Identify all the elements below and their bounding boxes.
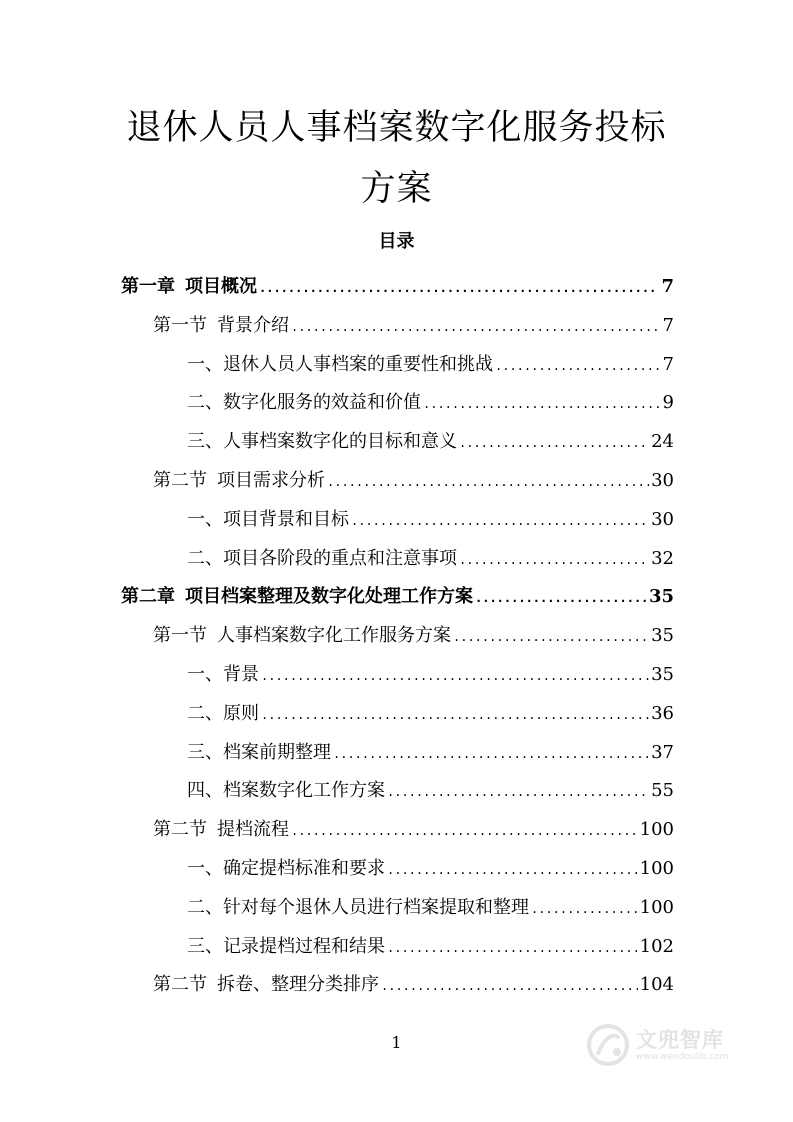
toc-page-number: 24: [651, 431, 674, 452]
toc-dot-leader: [475, 586, 647, 610]
toc-entry[interactable]: [187, 935, 674, 959]
toc-entry-number: 一、: [187, 509, 223, 530]
toc-dot-leader: [261, 703, 649, 727]
toc-entry[interactable]: [187, 857, 674, 881]
toc-entry[interactable]: [153, 624, 674, 648]
toc-page-number: 102: [639, 936, 674, 957]
toc-entry-label: [187, 663, 259, 687]
toc-dot-leader: [291, 819, 638, 843]
toc-dot-leader: [259, 276, 659, 300]
toc-entry-label: [121, 585, 473, 609]
toc-page-number: 7: [662, 315, 674, 336]
toc-entry-text: 原则: [223, 703, 259, 724]
toc-page-number: 30: [651, 509, 674, 530]
toc-entry-number: 三、: [187, 936, 223, 957]
toc-entry-text: 项目概况: [185, 276, 257, 297]
toc-dot-leader: [453, 625, 649, 649]
toc-entry-text: 针对每个退休人员进行档案提取和整理: [223, 897, 529, 918]
toc-page-number: 100: [639, 858, 674, 879]
toc-entry[interactable]: [187, 702, 674, 726]
toc-entry-text: 项目需求分析: [217, 470, 325, 491]
toc-entry-number: 第一章: [121, 276, 175, 297]
toc-entry[interactable]: [153, 973, 674, 997]
toc-dot-leader: [387, 936, 638, 960]
toc-entry[interactable]: [187, 353, 674, 377]
toc-entry-text: 提档流程: [217, 819, 289, 840]
toc-entry-text: 档案前期整理: [223, 742, 331, 763]
watermark-url: www.wendoulib.com: [636, 1051, 729, 1062]
toc-entry-number: 一、: [187, 664, 223, 685]
toc-dot-leader: [531, 897, 638, 921]
toc-entry-number: 第一节: [153, 315, 207, 336]
toc-entry-label: [187, 741, 331, 765]
toc-entry[interactable]: [121, 275, 674, 299]
toc-entry[interactable]: [187, 741, 674, 765]
toc-entry[interactable]: [187, 896, 674, 920]
toc-entry-label: [153, 314, 289, 338]
toc-page-number: 36: [651, 703, 674, 724]
toc-entry-number: 二、: [187, 392, 223, 413]
toc-entry[interactable]: [187, 508, 674, 532]
toc-page-number: 9: [662, 392, 674, 413]
toc-page-number: 104: [639, 974, 674, 995]
toc-entry-number: 四、: [187, 780, 223, 801]
toc-dot-leader: [333, 742, 649, 766]
toc-entry-label: [153, 818, 289, 842]
page-number: 1: [391, 1033, 402, 1052]
toc-entry-text: 项目各阶段的重点和注意事项: [223, 548, 457, 569]
toc-entry-text: 拆卷、整理分类排序: [217, 974, 379, 995]
toc-entry-label: [187, 896, 529, 920]
toc-entry-number: 三、: [187, 742, 223, 763]
toc-entry-number: 三、: [187, 431, 223, 452]
toc-entry[interactable]: [153, 469, 674, 493]
toc-entry[interactable]: [187, 547, 674, 571]
toc-entry-label: [187, 430, 457, 454]
toc-entry-number: 第二节: [153, 470, 207, 491]
toc-dot-leader: [459, 431, 649, 455]
toc-entry-number: 第一节: [153, 625, 207, 646]
toc-entry-number: 第二节: [153, 974, 207, 995]
toc-entry-label: [153, 469, 325, 493]
wendou-logo-icon: [586, 1023, 630, 1067]
toc-entry-text: 记录提档过程和结果: [223, 936, 385, 957]
toc-dot-leader: [387, 858, 638, 882]
toc-entry-label: [187, 857, 385, 881]
toc-entry-label: [153, 624, 451, 648]
toc-entry-text: 项目背景和目标: [223, 509, 349, 530]
toc-entry-label: [187, 935, 385, 959]
toc-entry-text: 人事档案数字化工作服务方案: [217, 625, 451, 646]
toc-page-number: 55: [651, 780, 674, 801]
toc-heading: 目录: [378, 231, 415, 252]
toc-entry-label: [187, 547, 457, 571]
watermark-brand: 文兜智库: [636, 1027, 724, 1052]
toc-entry-label: [187, 779, 385, 803]
toc-entry-text: 项目档案整理及数字化处理工作方案: [185, 586, 473, 607]
toc-dot-leader: [327, 470, 649, 494]
toc-dot-leader: [423, 392, 661, 416]
toc-entry-label: [187, 353, 493, 377]
toc-entry-number: 一、: [187, 354, 223, 375]
toc-entry-text: 退休人员人事档案的重要性和挑战: [223, 354, 493, 375]
toc-entry-text: 人事档案数字化的目标和意义: [223, 431, 457, 452]
toc-entry-number: 第二节: [153, 819, 207, 840]
watermark: [586, 1021, 756, 1069]
toc-entry-text: 背景: [223, 664, 259, 685]
toc-entry-number: 一、: [187, 858, 223, 879]
toc-entry[interactable]: [187, 430, 674, 454]
toc-entry[interactable]: [187, 663, 674, 687]
toc-entry-number: 第二章: [121, 586, 175, 607]
toc-entry-label: [187, 702, 259, 726]
toc-page-number: 32: [651, 548, 674, 569]
toc-page-number: 100: [639, 897, 674, 918]
toc-entry-number: 二、: [187, 548, 223, 569]
toc-entry[interactable]: [187, 779, 674, 803]
toc-page-number: 100: [639, 819, 674, 840]
toc-entry-label: [187, 508, 349, 532]
toc-page-number: 35: [651, 625, 674, 646]
toc-entry-number: 二、: [187, 703, 223, 724]
toc-entry-label: [153, 973, 379, 997]
toc-page-number: 37: [651, 742, 674, 763]
toc-dot-leader: [495, 354, 661, 378]
toc-entry[interactable]: [121, 585, 674, 609]
toc-entry[interactable]: [187, 391, 674, 415]
toc-dot-leader: [381, 974, 638, 998]
toc-page-number: 7: [661, 276, 674, 297]
toc-page-number: 7: [662, 354, 674, 375]
toc-dot-leader: [351, 509, 649, 533]
toc-dot-leader: [459, 548, 649, 572]
toc-entry-number: 二、: [187, 897, 223, 918]
toc-entry-label: [187, 391, 421, 415]
toc-entry-text: 档案数字化工作方案: [223, 780, 385, 801]
toc-entry[interactable]: [153, 314, 674, 338]
document-title-line-1: 退休人员人事档案数字化服务投标: [126, 108, 667, 148]
toc-page-number: 35: [648, 586, 674, 607]
document-title-line-2: 方案: [360, 169, 433, 209]
toc-entry-label: [121, 275, 257, 299]
toc-dot-leader: [261, 664, 649, 688]
toc-entry[interactable]: [153, 818, 674, 842]
toc-dot-leader: [387, 780, 649, 804]
toc-page-number: 30: [651, 470, 674, 491]
toc-entry-text: 确定提档标准和要求: [223, 858, 385, 879]
toc-entry-text: 背景介绍: [217, 315, 289, 336]
toc-entry-text: 数字化服务的效益和价值: [223, 392, 421, 413]
toc-dot-leader: [291, 315, 661, 339]
toc-page-number: 35: [651, 664, 674, 685]
